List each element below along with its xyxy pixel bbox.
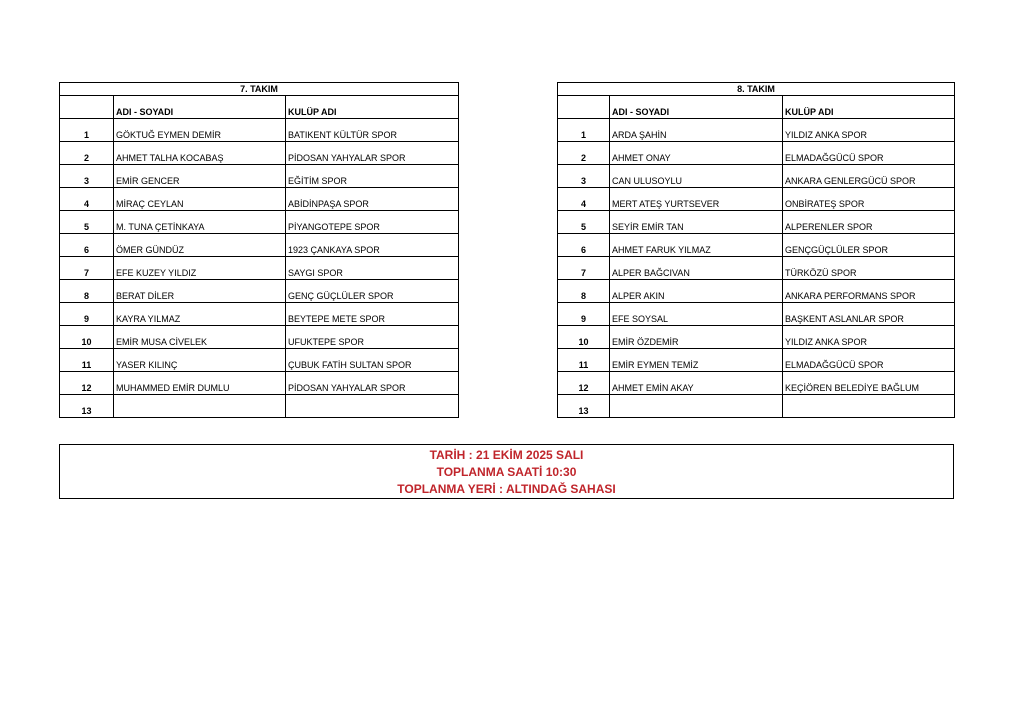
- player-name: AHMET EMİN AKAY: [610, 372, 783, 395]
- club-name: PİYANGOTEPE SPOR: [286, 211, 459, 234]
- club-name: TÜRKÖZÜ SPOR: [783, 257, 955, 280]
- team-7-title: 7. TAKIM: [60, 83, 459, 96]
- row-number: 7: [60, 257, 114, 280]
- club-name: 1923 ÇANKAYA SPOR: [286, 234, 459, 257]
- player-name: GÖKTUĞ EYMEN DEMİR: [114, 119, 286, 142]
- meeting-time: TOPLANMA SAATİ 10:30: [436, 465, 577, 479]
- team-7-no-header: [60, 96, 114, 119]
- player-name: EMİR ÖZDEMİR: [610, 326, 783, 349]
- row-number: 3: [60, 165, 114, 188]
- player-name: KAYRA YILMAZ: [114, 303, 286, 326]
- table-row: [60, 188, 459, 211]
- team-7-table: [59, 82, 459, 418]
- player-name: EMİR GENCER: [114, 165, 286, 188]
- club-name: BEYTEPE METE SPOR: [286, 303, 459, 326]
- team-7-body: [60, 83, 459, 418]
- player-name: ALPER BAĞCIVAN: [610, 257, 783, 280]
- row-number: 11: [60, 349, 114, 372]
- row-number: 4: [558, 188, 610, 211]
- club-name: GENÇ GÜÇLÜLER SPOR: [286, 280, 459, 303]
- player-name: M. TUNA ÇETİNKAYA: [114, 211, 286, 234]
- player-name: ÖMER GÜNDÜZ: [114, 234, 286, 257]
- table-row: [60, 234, 459, 257]
- team-8-table: [557, 82, 955, 418]
- table-row: [60, 349, 459, 372]
- row-number: 13: [60, 395, 114, 418]
- player-name: AHMET FARUK YILMAZ: [610, 234, 783, 257]
- table-row: [60, 303, 459, 326]
- row-number: 6: [60, 234, 114, 257]
- club-name: PİDOSAN YAHYALAR SPOR: [286, 372, 459, 395]
- row-number: 9: [60, 303, 114, 326]
- player-name: ALPER AKIN: [610, 280, 783, 303]
- club-name: [783, 395, 955, 418]
- player-name: EMİR EYMEN TEMİZ: [610, 349, 783, 372]
- row-number: 4: [60, 188, 114, 211]
- team-7-club-header: KULÜP ADI: [286, 96, 459, 119]
- table-row: [60, 257, 459, 280]
- table-row: [558, 395, 955, 418]
- table-row: [558, 234, 955, 257]
- table-row: [558, 119, 955, 142]
- club-name: PİDOSAN YAHYALAR SPOR: [286, 142, 459, 165]
- player-name: [610, 395, 783, 418]
- row-number: 2: [558, 142, 610, 165]
- table-row: [558, 257, 955, 280]
- table-row: [60, 280, 459, 303]
- table-row: [558, 280, 955, 303]
- club-name: EĞİTİM SPOR: [286, 165, 459, 188]
- club-name: UFUKTEPE SPOR: [286, 326, 459, 349]
- player-name: AHMET TALHA KOCABAŞ: [114, 142, 286, 165]
- table-row: [60, 165, 459, 188]
- meeting-date: TARİH : 21 EKİM 2025 SALI: [429, 448, 584, 462]
- row-number: 9: [558, 303, 610, 326]
- row-number: 12: [558, 372, 610, 395]
- row-number: 13: [558, 395, 610, 418]
- row-number: 3: [558, 165, 610, 188]
- row-number: 6: [558, 234, 610, 257]
- row-number: 10: [60, 326, 114, 349]
- player-name: EFE SOYSAL: [610, 303, 783, 326]
- player-name: BERAT DİLER: [114, 280, 286, 303]
- table-row: [558, 349, 955, 372]
- player-name: AHMET ONAY: [610, 142, 783, 165]
- club-name: ANKARA PERFORMANS SPOR: [783, 280, 955, 303]
- team-8-name-header: ADI - SOYADI: [610, 96, 783, 119]
- club-name: YILDIZ ANKA SPOR: [783, 326, 955, 349]
- club-name: [286, 395, 459, 418]
- club-name: ELMADAĞGÜCÜ SPOR: [783, 142, 955, 165]
- club-name: ABİDİNPAŞA SPOR: [286, 188, 459, 211]
- table-row: [60, 395, 459, 418]
- club-name: ALPERENLER SPOR: [783, 211, 955, 234]
- player-name: MERT ATEŞ YURTSEVER: [610, 188, 783, 211]
- club-name: BAŞKENT ASLANLAR SPOR: [783, 303, 955, 326]
- row-number: 1: [558, 119, 610, 142]
- club-name: ANKARA GENLERGÜCÜ SPOR: [783, 165, 955, 188]
- table-row: [558, 165, 955, 188]
- team-8-body: [558, 83, 955, 418]
- club-name: KEÇİÖREN BELEDİYE BAĞLUM: [783, 372, 955, 395]
- row-number: 1: [60, 119, 114, 142]
- club-name: ONBİRATEŞ SPOR: [783, 188, 955, 211]
- row-number: 12: [60, 372, 114, 395]
- row-number: 8: [558, 280, 610, 303]
- player-name: [114, 395, 286, 418]
- table-row: [60, 119, 459, 142]
- table-row: [60, 211, 459, 234]
- team-8-no-header: [558, 96, 610, 119]
- row-number: 5: [60, 211, 114, 234]
- team-8-title: 8. TAKIM: [558, 83, 955, 96]
- player-name: EFE KUZEY YILDIZ: [114, 257, 286, 280]
- table-row: [60, 326, 459, 349]
- table-row: [558, 326, 955, 349]
- row-number: 5: [558, 211, 610, 234]
- meeting-info-box: [59, 444, 954, 499]
- table-row: [558, 142, 955, 165]
- player-name: ARDA ŞAHİN: [610, 119, 783, 142]
- club-name: YILDIZ ANKA SPOR: [783, 119, 955, 142]
- team-7-name-header: ADI - SOYADI: [114, 96, 286, 119]
- player-name: CAN ULUSOYLU: [610, 165, 783, 188]
- team-8-club-header: KULÜP ADI: [783, 96, 955, 119]
- club-name: ÇUBUK FATİH SULTAN SPOR: [286, 349, 459, 372]
- club-name: SAYGI SPOR: [286, 257, 459, 280]
- club-name: GENÇGÜÇLÜLER SPOR: [783, 234, 955, 257]
- table-row: [558, 188, 955, 211]
- row-number: 7: [558, 257, 610, 280]
- row-number: 10: [558, 326, 610, 349]
- club-name: BATIKENT KÜLTÜR SPOR: [286, 119, 459, 142]
- player-name: MİRAÇ CEYLAN: [114, 188, 286, 211]
- meeting-place: TOPLANMA YERİ : ALTINDAĞ SAHASI: [397, 482, 616, 496]
- table-row: [558, 372, 955, 395]
- table-row: [558, 303, 955, 326]
- player-name: SEYİR EMİR TAN: [610, 211, 783, 234]
- table-row: [558, 211, 955, 234]
- player-name: EMİR MUSA CİVELEK: [114, 326, 286, 349]
- player-name: YASER KILINÇ: [114, 349, 286, 372]
- table-row: [60, 142, 459, 165]
- row-number: 8: [60, 280, 114, 303]
- table-row: [60, 372, 459, 395]
- player-name: MUHAMMED EMİR DUMLU: [114, 372, 286, 395]
- row-number: 2: [60, 142, 114, 165]
- row-number: 11: [558, 349, 610, 372]
- club-name: ELMADAĞGÜCÜ SPOR: [783, 349, 955, 372]
